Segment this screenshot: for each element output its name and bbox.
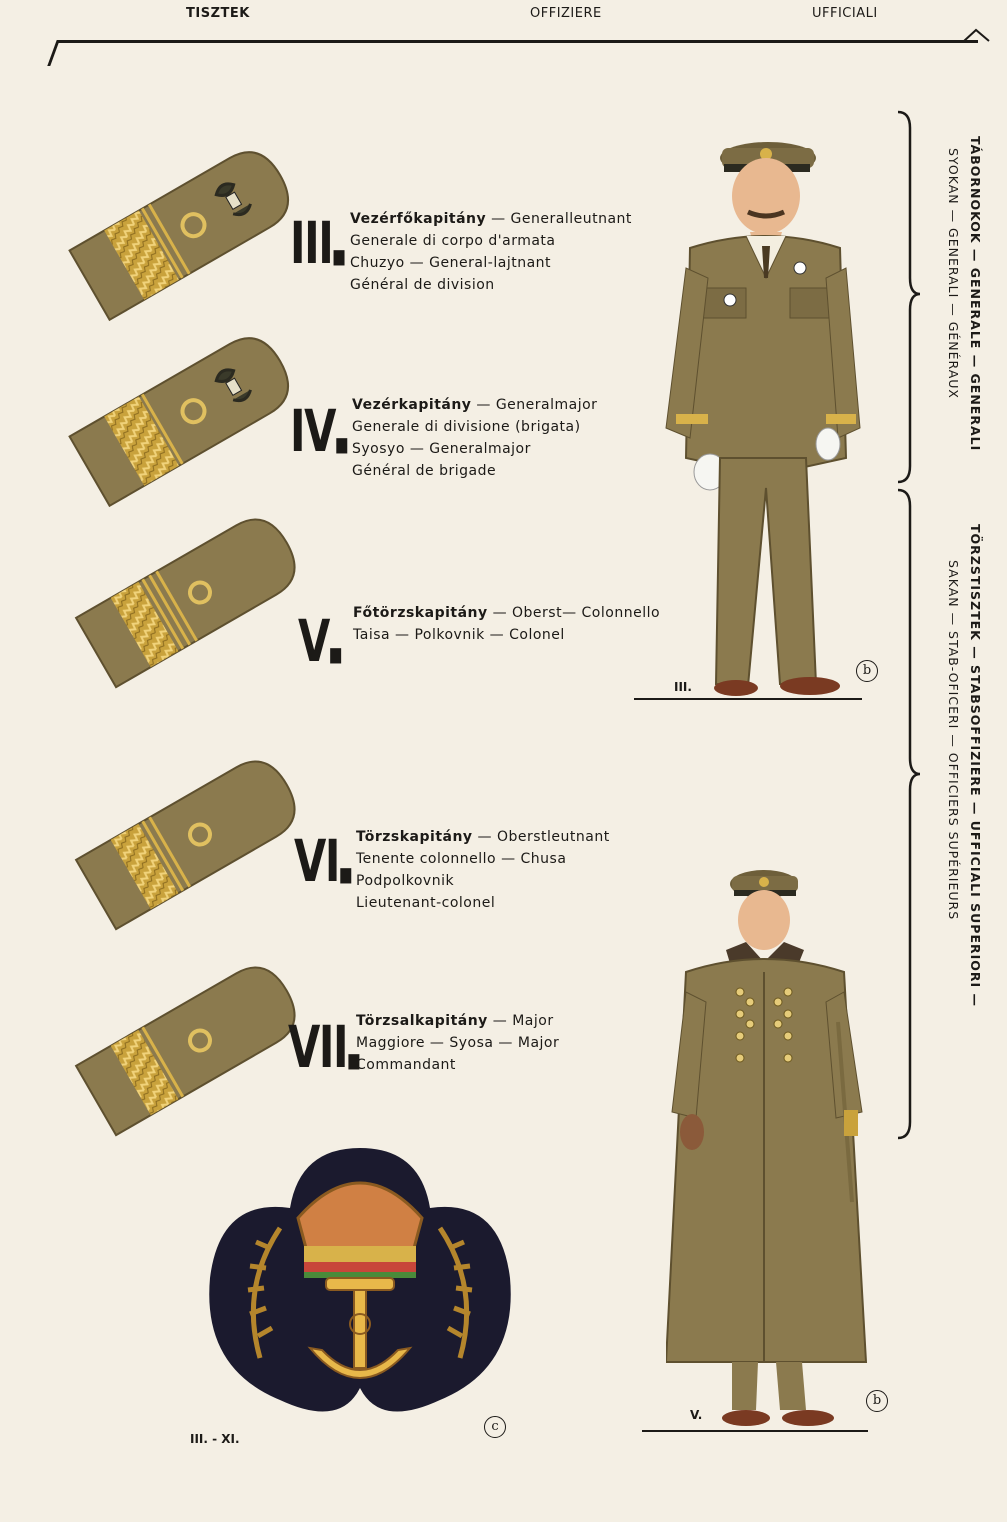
figure-mark-top: b bbox=[856, 660, 878, 682]
rank-term: Vezérkapitány bbox=[352, 397, 472, 413]
rank-line: Maggiore — Syosa — Major bbox=[356, 1035, 560, 1051]
header-rule bbox=[58, 40, 978, 43]
rank-term: Vezérfőkapitány bbox=[350, 211, 487, 227]
rank-text-vii bbox=[356, 1010, 559, 1076]
side-label-staff-2: SAKAN — STAB-OFICERI — OFFICIERS SUPÉRIEURS bbox=[946, 560, 961, 921]
rank-term: Törzsalkapitány bbox=[356, 1013, 488, 1029]
rank-text-iv bbox=[352, 394, 597, 482]
rank-numeral-vii: VII■ bbox=[288, 1013, 360, 1081]
rank-numeral-v: V■ bbox=[298, 607, 342, 675]
rank-line: Tenente colonnello — Chusa bbox=[356, 851, 567, 867]
figure-mark-bottom: b bbox=[866, 1390, 888, 1412]
rank-line: Vezérkapitány — Generalmajor bbox=[352, 397, 598, 413]
rank-text-v bbox=[353, 602, 660, 646]
badge-mark: c bbox=[484, 1416, 506, 1438]
figure-label-top: III. bbox=[674, 680, 692, 694]
rank-term: Főtörzskapitány bbox=[353, 605, 488, 621]
rank-text-vi bbox=[356, 826, 610, 914]
rank-line: Vezérfőkapitány — Generalleutnant bbox=[350, 211, 632, 227]
badge-label: III. - XI. bbox=[190, 1432, 240, 1446]
header-right: UFFICIALI bbox=[812, 6, 878, 21]
side-label-staff-1: TÖRZSTISZTEK — STABSOFFIZIERE — UFFICIALI SUPERIORI — bbox=[968, 524, 983, 1008]
header-center: OFFIZIERE bbox=[530, 6, 602, 21]
shoulder-board-v bbox=[62, 500, 312, 700]
rank-line: Podpolkovnik bbox=[356, 873, 455, 889]
header-rule-left-end bbox=[47, 40, 59, 66]
rank-numeral-vi: VI■ bbox=[294, 827, 352, 895]
rank-term: Törzskapitány bbox=[356, 829, 473, 845]
side-label-generals-1: TÁBORNOKOK — GENERALE — GENERALI bbox=[968, 136, 983, 452]
rank-line: Lieutenant-colonel bbox=[356, 895, 496, 911]
rank-line: Törzskapitány — Oberstleutnant bbox=[356, 829, 610, 845]
rank-line: Commandant bbox=[356, 1057, 456, 1073]
shoulder-board-iii bbox=[58, 132, 308, 342]
shoulder-board-iv bbox=[58, 318, 308, 528]
rank-line: Generale di corpo d'armata bbox=[350, 233, 556, 249]
rank-line: Törzsalkapitány — Major bbox=[356, 1013, 554, 1029]
rank-line: Général de division bbox=[350, 277, 495, 293]
header-left: TISZTEK bbox=[186, 6, 250, 21]
rank-line: Général de brigade bbox=[352, 463, 497, 479]
rank-line: Taisa — Polkovnik — Colonel bbox=[353, 627, 565, 643]
side-label-generals-2: SYOKAN — GENERALI — GÉNÉRAUX bbox=[946, 148, 961, 399]
general-uniform-figure bbox=[650, 128, 870, 703]
rank-numeral-iii: III■ bbox=[290, 209, 345, 277]
shoulder-board-vi bbox=[62, 742, 312, 942]
greatcoat-figure bbox=[666, 862, 886, 1434]
rank-line: Chuzyo — General-lajtnant bbox=[350, 255, 552, 271]
rank-line: Főtörzskapitány — Oberst— Colonnello bbox=[353, 605, 661, 621]
side-brackets bbox=[896, 108, 926, 1148]
rank-text-iii bbox=[350, 208, 632, 296]
rank-line: Generale di divisione (brigata) bbox=[352, 419, 581, 435]
shoulder-board-vii bbox=[62, 948, 312, 1148]
figure-label-bottom: V. bbox=[690, 1408, 703, 1422]
header-rule-right-end bbox=[962, 28, 990, 42]
rank-numeral-iv: IV■ bbox=[290, 397, 348, 465]
rank-line: Syosyo — Generalmajor bbox=[352, 441, 531, 457]
cap-badge-anchor-crown-icon bbox=[200, 1128, 520, 1438]
ground-line-top bbox=[634, 698, 862, 700]
ground-line-bottom bbox=[642, 1430, 868, 1432]
